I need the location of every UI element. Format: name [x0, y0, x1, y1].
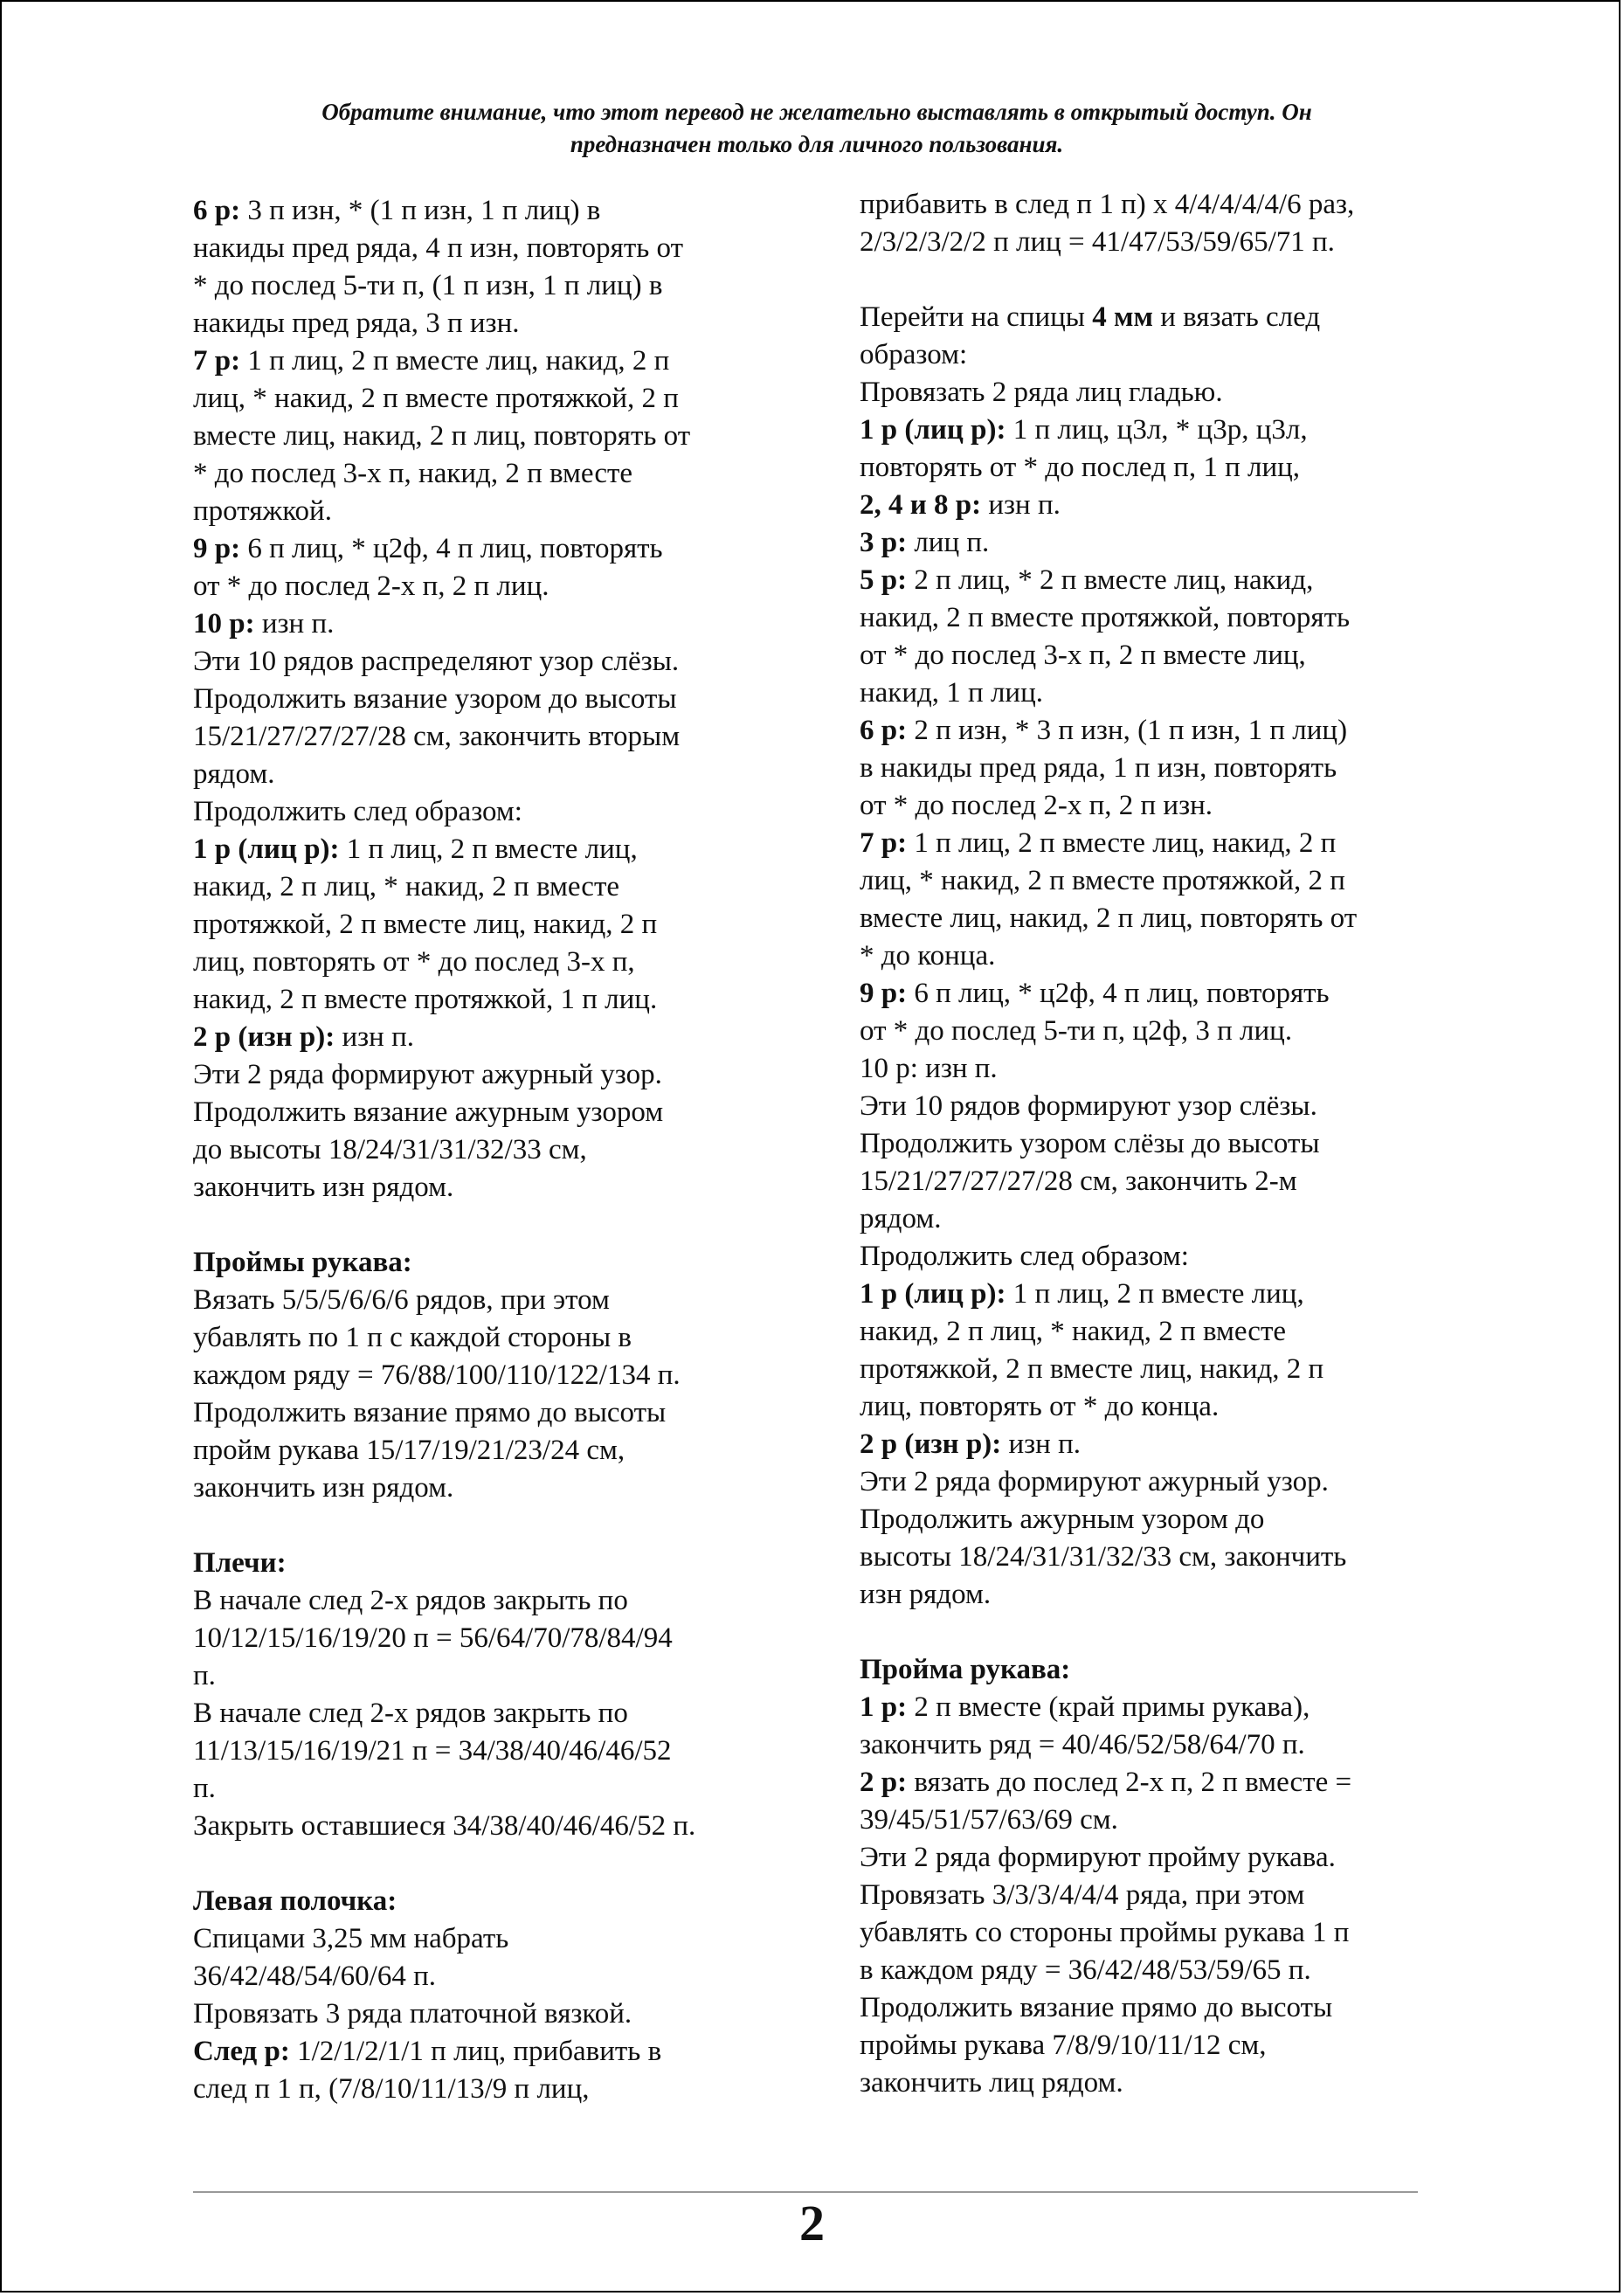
line-text: изн п. — [335, 1021, 414, 1053]
text-line — [860, 1238, 1471, 1276]
text-line — [860, 1388, 1471, 1426]
bold-label: 2 р (изн р): — [860, 1428, 1002, 1460]
text-line — [860, 750, 1471, 787]
text-line — [860, 411, 1471, 449]
text-line — [193, 944, 805, 981]
line-text: Спицами 3,25 мм набрать — [193, 1923, 509, 1954]
line-text: от * до послед 2-х п, 2 п изн. — [860, 790, 1213, 821]
line-text: накид, 2 п вместе протяжкой, повторять — [860, 602, 1351, 633]
line-text: изн рядом. — [860, 1579, 992, 1610]
line-text: 15/21/27/27/27/28 см, закончить вторым — [193, 721, 681, 752]
line-text: 3 п изн, * (1 п изн, 1 п лиц) в — [240, 195, 601, 226]
text-line — [193, 1695, 805, 1732]
text-line — [860, 186, 1471, 224]
text-line — [193, 981, 805, 1019]
line-text: Перейти на спицы — [860, 301, 1093, 333]
text-line — [193, 455, 805, 493]
bold-label: 3 р: — [860, 527, 908, 558]
line-text: изн п. — [981, 489, 1061, 521]
text-line — [193, 718, 805, 756]
bold-label: Левая полочка: — [193, 1885, 397, 1917]
bold-label: 5 р: — [860, 564, 908, 596]
paragraph-gap — [193, 1207, 805, 1244]
line-text: Провязать 3/3/3/4/4/4 ряда, при этом — [860, 1879, 1305, 1911]
text-line — [860, 787, 1471, 825]
line-text: 6 п лиц, * ц2ф, 4 п лиц, повторять — [907, 978, 1330, 1009]
line-text: от * до послед 3-х п, 2 п вместе лиц, — [860, 640, 1306, 671]
line-text: 11/13/15/16/19/21 п = 34/38/40/46/46/52 — [193, 1735, 672, 1767]
line-text: проймы рукава 7/8/9/10/11/12 см, — [860, 2030, 1267, 2061]
bold-label: 7 р: — [860, 827, 908, 859]
text-line — [860, 1426, 1471, 1463]
bold-label: Пройма рукава: — [860, 1654, 1071, 1685]
line-text: накид, 2 п лиц, * накид, 2 п вместе — [193, 871, 620, 902]
line-text: накиды пред ряда, 3 п изн. — [193, 308, 520, 339]
line-text: Эти 2 ряда формируют ажурный узор. — [860, 1466, 1329, 1497]
bold-label: 1 р (лиц р): — [860, 414, 1006, 446]
bold-label: Проймы рукава: — [193, 1247, 412, 1278]
text-line — [860, 1125, 1471, 1163]
text-line — [193, 1319, 805, 1357]
text-line — [193, 1770, 805, 1808]
text-line — [860, 449, 1471, 487]
text-line — [860, 1463, 1471, 1501]
line-text: Закрыть оставшиеся 34/38/40/46/46/52 п. — [193, 1810, 696, 1842]
line-text: 2 п вместе (край примы рукава), — [907, 1691, 1310, 1723]
footer-rule — [193, 2191, 1418, 2193]
text-line — [860, 1726, 1471, 1764]
text-line — [193, 1582, 805, 1620]
line-text: 1 п лиц, 2 п вместе лиц, — [339, 833, 638, 865]
paragraph-gap — [860, 1614, 1471, 1651]
line-text: в каждом ряду = 36/42/48/53/59/65 п. — [860, 1954, 1311, 1986]
text-line — [193, 605, 805, 643]
text-line — [860, 1351, 1471, 1388]
text-line — [193, 793, 805, 831]
line-text: 1/2/1/2/1/1 п лиц, прибавить в — [289, 2036, 662, 2067]
line-text: Продолжить вязание узором до высоты — [193, 683, 677, 715]
line-text: Эти 10 рядов формируют узор слёзы. — [860, 1090, 1317, 1122]
text-line — [193, 1394, 805, 1432]
line-text: закончить изн рядом. — [193, 1172, 454, 1203]
line-text: п. — [193, 1773, 216, 1804]
text-line — [860, 1050, 1471, 1088]
line-text: изн п. — [1001, 1428, 1081, 1460]
line-text: Продолжить след образом: — [193, 796, 522, 827]
line-text: лиц, * накид, 2 п вместе протяжкой, 2 п — [860, 865, 1345, 896]
line-text: высоты 18/24/31/31/32/33 см, закончить — [860, 1541, 1347, 1573]
text-line — [193, 831, 805, 868]
text-line — [193, 568, 805, 605]
bold-label: 1 р: — [860, 1691, 908, 1723]
text-line — [860, 1163, 1471, 1200]
bold-inline: 4 мм — [1092, 301, 1153, 333]
text-line — [860, 637, 1471, 674]
bold-label: 9 р: — [860, 978, 908, 1009]
text-line — [193, 1657, 805, 1695]
bold-label: 6 р: — [860, 715, 908, 746]
line-text: протяжкой, 2 п вместе лиц, накид, 2 п — [860, 1353, 1324, 1385]
bold-label: 6 р: — [193, 195, 241, 226]
text-line — [193, 1357, 805, 1394]
line-text: рядом. — [860, 1203, 942, 1234]
line-text: образом: — [860, 339, 968, 370]
text-line — [193, 342, 805, 380]
line-text: вместе лиц, накид, 2 п лиц, повторять от — [860, 902, 1358, 934]
text-line — [193, 1244, 805, 1282]
text-line — [193, 1808, 805, 1845]
text-line — [860, 487, 1471, 524]
text-line — [860, 1313, 1471, 1351]
bold-label: 7 р: — [193, 345, 241, 377]
text-line — [860, 1276, 1471, 1313]
line-text: 2 п лиц, * 2 п вместе лиц, накид, — [907, 564, 1314, 596]
line-text: 2 п изн, * 3 п изн, (1 п изн, 1 п лиц) — [907, 715, 1348, 746]
text-line — [193, 1958, 805, 1995]
text-line — [193, 267, 805, 305]
text-line — [860, 1200, 1471, 1238]
text-line — [193, 1995, 805, 2033]
line-text: от * до послед 2-х п, 2 п лиц. — [193, 571, 549, 602]
text-line — [193, 1883, 805, 1920]
line-text: Провязать 2 ряда лиц гладью. — [860, 377, 1223, 408]
line-text: * до послед 3-х п, накид, 2 п вместе — [193, 458, 633, 489]
line-text: В начале след 2-х рядов закрыть по — [193, 1585, 628, 1616]
line-text: прибавить в след п 1 п) х 4/4/4/4/4/6 раз, — [860, 189, 1355, 220]
notice-line-1: Обратите внимание, что этот перевод не желательно выставлять в открытый доступ. Он — [321, 99, 1312, 125]
text-line — [860, 1501, 1471, 1539]
line-text: 2/3/2/3/2/2 п лиц = 41/47/53/59/65/71 п. — [860, 226, 1335, 258]
text-line — [193, 493, 805, 530]
line-text: 1 п лиц, 2 п вместе лиц, накид, 2 п — [240, 345, 670, 377]
line-text: накид, 2 п вместе протяжкой, 1 п лиц. — [193, 984, 658, 1015]
text-line — [860, 937, 1471, 975]
line-text: протяжкой, 2 п вместе лиц, накид, 2 п — [193, 909, 658, 940]
text-line — [193, 756, 805, 793]
bold-label: Плечи: — [193, 1547, 287, 1579]
line-text: 15/21/27/27/27/28 см, закончить 2-м — [860, 1165, 1297, 1197]
text-line — [860, 825, 1471, 862]
bold-label: 9 р: — [193, 533, 241, 564]
line-text: 36/42/48/54/60/64 п. — [193, 1961, 437, 1992]
text-line — [193, 1094, 805, 1131]
text-line — [860, 524, 1471, 562]
line-text: вязать до послед 2-х п, 2 п вместе = — [907, 1767, 1352, 1798]
right-column — [860, 186, 1471, 2102]
line-text: лиц, повторять от * до послед 3-х п, — [193, 946, 635, 978]
paragraph-gap — [193, 1845, 805, 1883]
line-text: Вязать 5/5/5/6/6/6 рядов, при этом — [193, 1284, 610, 1316]
line-text: в накиды пред ряда, 1 п изн, повторять — [860, 752, 1337, 784]
text-line — [860, 336, 1471, 374]
bold-label: 2 р: — [860, 1767, 908, 1798]
text-line — [860, 1802, 1471, 1839]
line-text: 1 п лиц, ц3л, * ц3р, ц3л, — [1005, 414, 1308, 446]
text-line — [193, 418, 805, 455]
bold-label: 2 р (изн р): — [193, 1021, 335, 1053]
text-line — [860, 1989, 1471, 2027]
text-line — [193, 192, 805, 230]
line-text: п. — [193, 1660, 216, 1691]
line-text: закончить лиц рядом. — [860, 2067, 1123, 2099]
line-text: 1 п лиц, 2 п вместе лиц, — [1005, 1278, 1304, 1310]
text-line — [860, 2027, 1471, 2064]
line-text: Продолжить вязание прямо до высоты — [860, 1992, 1333, 2023]
text-line — [860, 712, 1471, 750]
line-text: убавлять по 1 п с каждой стороны в — [193, 1322, 632, 1353]
text-line — [860, 1576, 1471, 1614]
text-line — [860, 224, 1471, 261]
line-text: лиц, * накид, 2 п вместе протяжкой, 2 п — [193, 383, 679, 414]
text-line — [193, 1432, 805, 1470]
bold-label: 10 р: — [193, 608, 255, 640]
text-line — [193, 1056, 805, 1094]
line-text: накид, 1 п лиц. — [860, 677, 1043, 709]
text-line — [193, 380, 805, 418]
page-number: 2 — [799, 2195, 825, 2251]
line-text: Продолжить вязание ажурным узором — [193, 1096, 664, 1128]
line-text: изн п. — [254, 608, 335, 640]
line-text: накид, 2 п лиц, * накид, 2 п вместе — [860, 1316, 1287, 1347]
line-text: Эти 10 рядов распределяют узор слёзы. — [193, 646, 680, 677]
line-text: лиц п. — [907, 527, 990, 558]
line-text: Провязать 3 ряда платочной вязкой. — [193, 1998, 632, 2030]
text-line — [860, 1651, 1471, 1689]
text-line — [860, 975, 1471, 1013]
paragraph-gap — [193, 1507, 805, 1545]
line-text: 10 р: изн п. — [860, 1053, 998, 1084]
text-line — [193, 1620, 805, 1657]
text-line — [860, 1839, 1471, 1877]
text-line — [860, 1764, 1471, 1802]
text-line — [860, 374, 1471, 411]
text-line — [193, 1282, 805, 1319]
line-text: лиц, повторять от * до конца. — [860, 1391, 1220, 1422]
bold-label: След р: — [193, 2036, 290, 2067]
line-text-tail: и вязать след — [1152, 301, 1321, 333]
text-line — [193, 868, 805, 906]
line-text: вместе лиц, накид, 2 п лиц, повторять от — [193, 420, 691, 452]
bold-label: 2, 4 и 8 р: — [860, 489, 982, 521]
line-text: Эти 2 ряда формируют ажурный узор. — [193, 1059, 662, 1090]
line-text: 6 п лиц, * ц2ф, 4 п лиц, повторять — [240, 533, 663, 564]
text-line — [860, 2064, 1471, 2102]
text-line — [193, 1131, 805, 1169]
line-text: рядом. — [193, 758, 275, 790]
text-line — [193, 1169, 805, 1207]
line-text: В начале след 2-х рядов закрыть по — [193, 1698, 628, 1729]
line-text: протяжкой. — [193, 495, 332, 527]
line-text: Продолжить ажурным узором до — [860, 1504, 1265, 1535]
text-line — [193, 2071, 805, 2108]
text-line — [193, 681, 805, 718]
text-line — [860, 1689, 1471, 1726]
line-text: след п 1 п, (7/8/10/11/13/9 п лиц, — [193, 2073, 590, 2105]
text-line — [860, 1877, 1471, 1914]
text-line — [193, 643, 805, 681]
text-line — [860, 1088, 1471, 1125]
line-text: Продолжить след образом: — [860, 1241, 1189, 1272]
text-line — [193, 1470, 805, 1507]
text-line — [860, 1013, 1471, 1050]
line-text: накиды пред ряда, 4 п изн, повторять от — [193, 232, 684, 264]
translation-notice — [183, 96, 1450, 161]
line-text: от * до послед 5-ти п, ц2ф, 3 п лиц. — [860, 1015, 1293, 1047]
line-text: 1 п лиц, 2 п вместе лиц, накид, 2 п — [907, 827, 1337, 859]
text-line — [193, 2033, 805, 2071]
line-text: закончить ряд = 40/46/52/58/64/70 п. — [860, 1729, 1305, 1760]
line-text: * до конца. — [860, 940, 996, 972]
text-line — [860, 299, 1471, 336]
line-text: пройм рукава 15/17/19/21/23/24 см, — [193, 1435, 625, 1466]
line-text: повторять от * до послед п, 1 п лиц, — [860, 452, 1301, 483]
text-line — [193, 1019, 805, 1056]
line-text: убавлять со стороны проймы рукава 1 п — [860, 1917, 1350, 1948]
text-line — [193, 530, 805, 568]
text-line — [860, 862, 1471, 900]
text-line — [860, 599, 1471, 637]
bold-label: 1 р (лиц р): — [860, 1278, 1006, 1310]
text-line — [860, 1914, 1471, 1952]
text-line — [860, 900, 1471, 937]
text-line — [860, 562, 1471, 599]
text-line — [193, 230, 805, 267]
text-line — [193, 1732, 805, 1770]
notice-line-2: предназначен только для личного пользования. — [570, 131, 1064, 157]
text-line — [860, 1952, 1471, 1989]
text-line — [193, 906, 805, 944]
line-text: до высоты 18/24/31/31/32/33 см, — [193, 1134, 587, 1165]
line-text: 10/12/15/16/19/20 п = 56/64/70/78/84/94 — [193, 1622, 673, 1654]
text-line — [860, 674, 1471, 712]
left-column — [193, 192, 805, 2108]
paragraph-gap — [860, 261, 1471, 299]
line-text: Эти 2 ряда формируют пройму рукава. — [860, 1842, 1336, 1873]
text-line — [193, 1545, 805, 1582]
bold-label: 1 р (лиц р): — [193, 833, 340, 865]
line-text: каждом ряду = 76/88/100/110/122/134 п. — [193, 1359, 681, 1391]
line-text: Продолжить вязание прямо до высоты — [193, 1397, 667, 1428]
line-text: Продолжить узором слёзы до высоты — [860, 1128, 1320, 1159]
text-line — [193, 305, 805, 342]
line-text: закончить изн рядом. — [193, 1472, 454, 1504]
text-line — [860, 1539, 1471, 1576]
text-line — [193, 1920, 805, 1958]
line-text: * до послед 5-ти п, (1 п изн, 1 п лиц) в — [193, 270, 663, 301]
line-text: 39/45/51/57/63/69 см. — [860, 1804, 1118, 1836]
